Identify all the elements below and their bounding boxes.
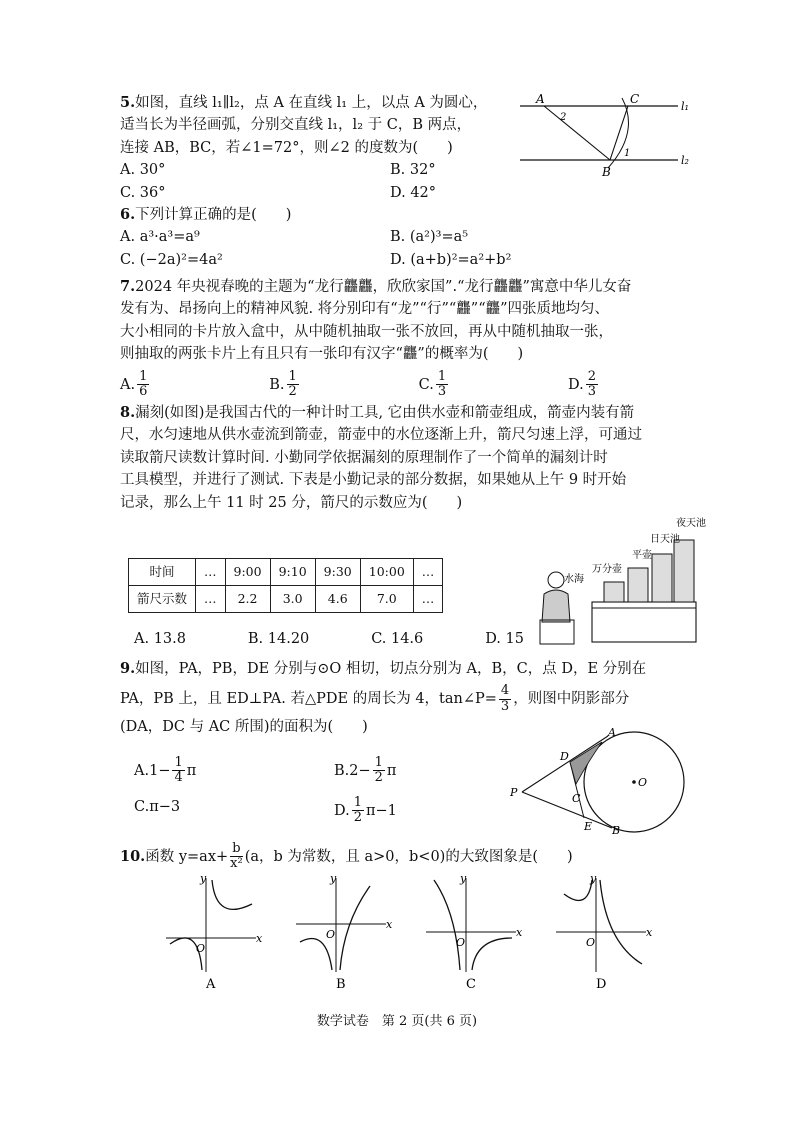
q10-graph-b xyxy=(290,872,400,992)
q8-fig-pot-4 xyxy=(674,540,694,602)
q5-line2: 适当长为半径画弧，分别交直线 l₁，l₂ 于 C，B 两点， xyxy=(120,117,472,134)
table-cell: 9:00 xyxy=(225,559,270,586)
q10-a-caption[interactable]: A xyxy=(206,977,216,992)
q7-line1: 7.2024 年央视春晚的主题为“龙行龘龘，欣欣家国”.“龙行龘龘”寓意中华儿女奋 xyxy=(120,278,632,295)
q5-line1: 5.如图，直线 l₁∥l₂，点 A 在直线 l₁ 上，以点 A 为圆心， xyxy=(120,94,488,111)
q7-option-c[interactable]: C. $\frac{1}{3}$ xyxy=(418,368,447,400)
q10-d-origin: O xyxy=(586,936,596,949)
q10-c-origin: O xyxy=(456,936,466,949)
q10-c-curve-left xyxy=(434,880,460,970)
q9-label-p: P xyxy=(510,786,518,799)
q9-option-a[interactable]: A.1− $\frac{1}{4}$ π xyxy=(134,755,197,786)
q7-option-a[interactable]: A. $\frac{1}{6}$ xyxy=(120,368,148,400)
q9-option-c[interactable]: C.π−3 xyxy=(134,798,181,815)
table-cell: … xyxy=(196,559,226,586)
q5-number: 5. xyxy=(120,94,136,111)
table-cell: 9:10 xyxy=(270,559,315,586)
question-6 xyxy=(120,204,680,271)
q9-line1: 9.如图，PA，PB，DE 分别与⊙O 相切，切点分别为 A，B，C，点 D，E 分别在 xyxy=(120,660,647,677)
q8-clepsydra-illustration xyxy=(538,516,706,648)
q5-segment-ab xyxy=(544,106,610,160)
q8-fig-label-4: 万分壶 xyxy=(592,564,622,575)
q8-line4: 工具模型，并进行了测试. 下表是小勤记录的部分数据，如果她从上午 9 时开始 xyxy=(120,472,627,489)
q8-fig-pot-2 xyxy=(628,568,648,602)
q5-label-a: A xyxy=(536,92,545,106)
q10-d-curve-right xyxy=(600,880,642,964)
q10-a-x-label: x xyxy=(256,932,263,945)
table-cell: 4.6 xyxy=(315,586,360,613)
q5-label-angle2: 2 xyxy=(560,112,567,123)
table-cell: 7.0 xyxy=(360,586,413,613)
q9-line3: (DA，DC 与 AC 所围)的面积为( ) xyxy=(120,719,368,736)
q8-option-a[interactable]: A. 13.8 xyxy=(134,631,186,647)
q6-option-b[interactable]: B. (a²)³=a⁵ xyxy=(390,229,469,246)
q9-options-row1 xyxy=(134,756,494,786)
q8-fig-label-2: 日天池 xyxy=(650,534,680,545)
q10-b-x-label: x xyxy=(386,918,393,931)
q10-d-caption[interactable]: D xyxy=(596,977,607,992)
q5-line3: 连接 AB，BC，若∠1=72°，则∠2 的度数为( ) xyxy=(120,139,453,156)
q9-option-b-fraction: $\frac{1}{2}$ xyxy=(374,755,383,786)
q8-record-table xyxy=(128,558,443,613)
q6-option-c[interactable]: C. (−2a)²=4a² xyxy=(120,251,223,268)
q10-b-y-label: y xyxy=(330,872,337,885)
q5-option-a[interactable]: A. 30° xyxy=(120,162,166,179)
q9-label-d: D xyxy=(560,750,569,763)
q7-line2: 发有为、昂扬向上的精神风貌. 将分别印有“龙”“行”“龘”“龘”四张质地均匀、 xyxy=(120,301,610,318)
q10-d-y-label: y xyxy=(590,872,597,885)
q8-line2: 尺，水匀速地从供水壶流到箭壶，箭壶中的水位逐渐上升，箭尺匀速上浮，可通过 xyxy=(120,427,642,444)
q6-option-d[interactable]: D. (a+b)²=a²+b² xyxy=(390,251,512,268)
q10-graph-c xyxy=(420,872,530,992)
q10-d-x-label: x xyxy=(646,926,653,939)
q7-option-d-fraction: $\frac{2}{3}$ xyxy=(587,368,596,400)
q8-option-c[interactable]: C. 14.6 xyxy=(371,631,424,647)
q8-table-row-time xyxy=(129,559,443,586)
q8-options xyxy=(134,628,524,650)
q8-line5: 记录，那么上午 11 时 25 分，箭尺的示数应为( ) xyxy=(120,494,463,511)
question-7 xyxy=(120,276,680,399)
table-cell: … xyxy=(413,559,443,586)
q5-figure xyxy=(510,92,690,182)
q10-stem: 10.函数 y=ax+ $\frac{b}{\text{x²}}$ (a，b 为常数，且 a>0，b<0)的大致图象是( ) xyxy=(120,841,573,872)
q10-c-x-label: x xyxy=(516,926,523,939)
q10-c-y-label: y xyxy=(460,872,467,885)
q5-options-row2 xyxy=(120,182,680,204)
q7-option-d[interactable]: D. $\frac{2}{3}$ xyxy=(567,368,596,400)
table-cell: … xyxy=(196,586,226,613)
q9-shaded-region xyxy=(570,742,602,784)
table-cell: 时间 xyxy=(129,559,196,586)
q9-option-a-fraction: $\frac{1}{4}$ xyxy=(174,755,183,786)
q9-options-row2 xyxy=(134,796,494,826)
q5-label-c: C xyxy=(630,92,640,106)
page-footer: 数学试卷 第 2 页(共 6 页) xyxy=(316,1014,478,1029)
q7-option-b-fraction: $\frac{1}{2}$ xyxy=(288,368,297,400)
q8-option-b[interactable]: B. 14.20 xyxy=(247,631,310,647)
q8-fig-pedestal xyxy=(540,620,574,644)
q10-fraction: $\frac{b}{\text{x²}}$ xyxy=(230,841,243,872)
q8-line1: 8.漏刻(如图)是我国古代的一种计时工具, 它由供水壶和箭壶组成，箭壶内装有箭 xyxy=(120,404,635,421)
q7-option-b[interactable]: B. $\frac{1}{2}$ xyxy=(269,368,297,400)
q8-fig-pot-1 xyxy=(604,582,624,602)
q5-label-l2: l₂ xyxy=(681,154,689,167)
q8-option-d[interactable]: D. 15 xyxy=(485,631,524,647)
q10-d-curve-left xyxy=(564,880,592,900)
q9-tangent-pa xyxy=(522,736,608,792)
q10-b-curve-left xyxy=(300,939,332,971)
q9-option-d[interactable]: D. $\frac{1}{2}$ π−1 xyxy=(334,794,397,825)
q5-option-c[interactable]: C. 36° xyxy=(120,184,166,201)
q6-option-a[interactable]: A. a³·a³=a⁹ xyxy=(120,229,200,246)
q7-options xyxy=(120,370,600,400)
q10-b-curve-right xyxy=(340,886,370,970)
q7-option-a-fraction: $\frac{1}{6}$ xyxy=(139,368,148,400)
q8-fig-label-3: 平壶 xyxy=(632,550,652,561)
q9-label-b: B xyxy=(612,824,621,837)
question-10 xyxy=(120,842,690,872)
q9-option-b[interactable]: B.2− $\frac{1}{2}$ π xyxy=(334,755,397,786)
q5-label-angle1: 1 xyxy=(624,148,631,159)
q8-fig-person-head xyxy=(548,572,564,588)
q9-tan-fraction: $\frac{4}{3}$ xyxy=(500,683,510,714)
q5-label-b: B xyxy=(602,165,611,179)
q10-a-y-label: y xyxy=(200,872,207,885)
q6-options-row2 xyxy=(120,249,680,271)
table-cell: … xyxy=(413,586,443,613)
q7-line3: 大小相同的卡片放入盒中，从中随机抽取一张不放回，再从中随机抽取一张， xyxy=(120,323,613,340)
q5-label-l1: l₁ xyxy=(681,100,689,113)
q9-option-d-fraction: $\frac{1}{2}$ xyxy=(353,794,362,825)
q9-circle-figure xyxy=(508,726,688,836)
q8-fig-label-5: 水海 xyxy=(564,574,584,585)
q5-option-d[interactable]: D. 42° xyxy=(390,184,437,201)
q9-label-a: A xyxy=(608,726,616,739)
q10-graph-a xyxy=(160,872,270,992)
q7-option-c-fraction: $\frac{1}{3}$ xyxy=(437,368,447,400)
q9-options xyxy=(134,756,494,825)
q8-fig-label-1: 夜天池 xyxy=(676,518,706,529)
q10-a-curve-right xyxy=(212,880,252,909)
table-cell: 10:00 xyxy=(360,559,413,586)
q8-line3: 读取箭尺读数计算时间. 小勤同学依据漏刻的原理制作了一个简单的漏刻计时 xyxy=(120,449,608,466)
table-cell: 9:30 xyxy=(315,559,360,586)
q9-label-e: E xyxy=(584,820,593,833)
question-8 xyxy=(120,402,680,514)
q6-options-row1 xyxy=(120,226,680,248)
q10-graph-d xyxy=(550,872,660,992)
q10-a-origin: O xyxy=(196,942,206,955)
q8-table-row-reading xyxy=(129,586,443,613)
q5-option-b[interactable]: B. 32° xyxy=(390,162,436,179)
q10-c-curve-right xyxy=(472,938,512,970)
q7-line4: 则抽取的两张卡片上有且只有一张印有汉字“龘”的概率为( ) xyxy=(120,346,524,363)
q9-tangent-pb xyxy=(522,792,612,828)
q9-line2: PA，PB 上，且 ED⊥PA. 若△PDE 的周长为 4，tan∠P= $\frac{4}{3}$ ，则图中阴影部分 xyxy=(120,683,630,714)
table-cell: 3.0 xyxy=(270,586,315,613)
q6-stem: 6.下列计算正确的是( ) xyxy=(120,206,292,223)
q10-c-caption[interactable]: C xyxy=(466,977,476,992)
q8-fig-person-body xyxy=(542,590,570,622)
q9-label-c: C xyxy=(572,792,581,805)
table-cell: 2.2 xyxy=(225,586,270,613)
q10-b-origin: O xyxy=(326,928,336,941)
q8-fig-pot-3 xyxy=(652,554,672,602)
q9-center-dot xyxy=(632,780,636,784)
q10-b-caption[interactable]: B xyxy=(336,977,346,992)
q9-label-o: O xyxy=(638,776,648,789)
table-cell: 箭尺示数 xyxy=(129,586,196,613)
